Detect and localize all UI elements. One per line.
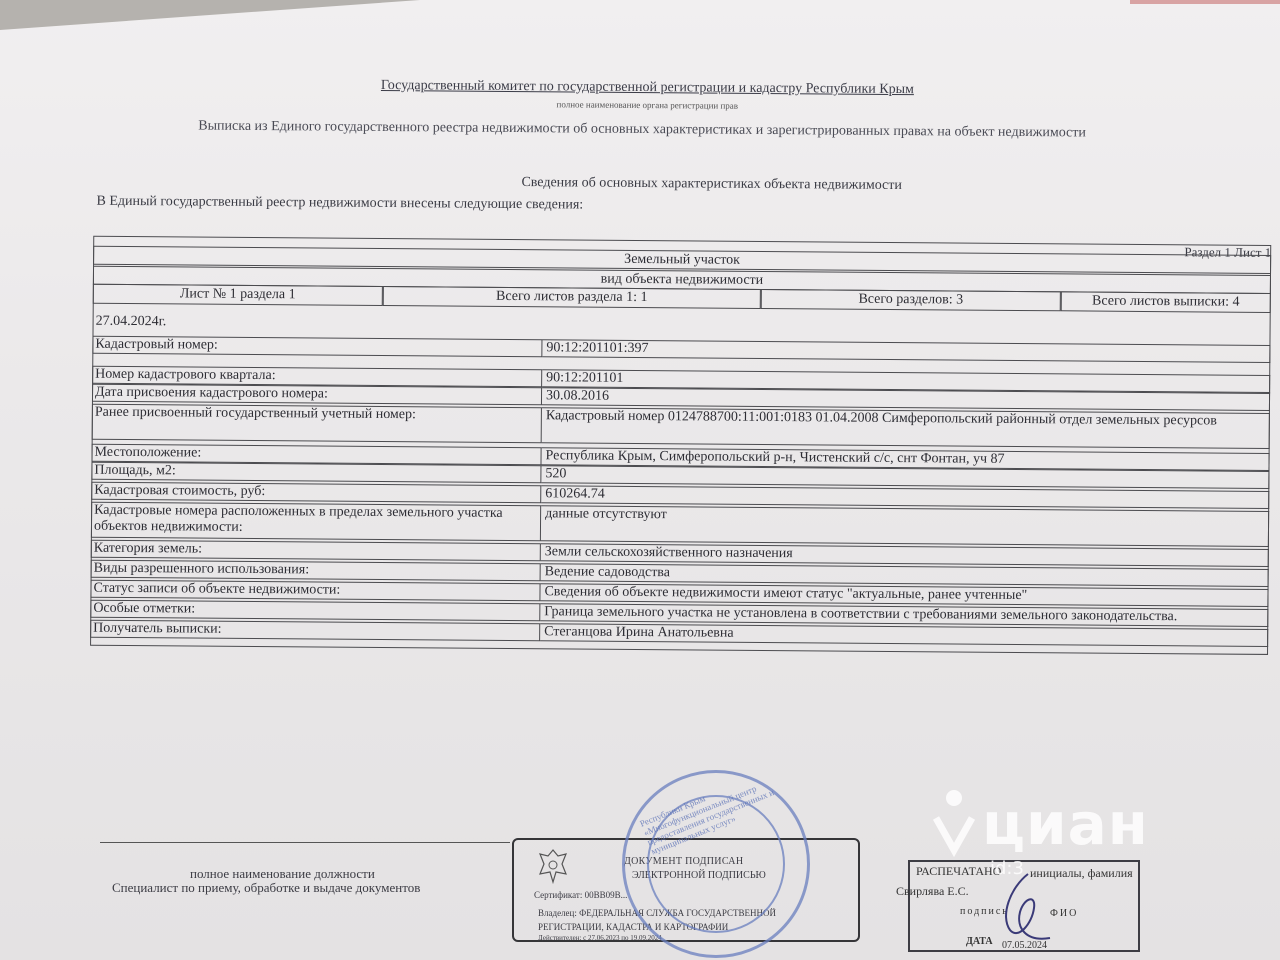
row-label: Кадастровая стоимость, руб: (91, 482, 541, 504)
total-sheets-extract: Всего листов выписки: 4 (1061, 291, 1271, 313)
watermark-word: циан (982, 790, 1149, 858)
fio-label: ФИО (1050, 908, 1079, 919)
total-sections: Всего разделов: 3 (761, 289, 1061, 311)
row-label: Особые отметки: (90, 600, 540, 622)
row-label: Местоположение: (91, 444, 541, 466)
row-label: Получатель выписки: (90, 620, 540, 642)
eagle-emblem-icon (536, 846, 570, 886)
row-value: Сведения об объекте недвижимости имеют статус "актуальные, ранее учтенные" (540, 583, 1268, 607)
row-value: 610264.74 (541, 485, 1269, 509)
section-title: Сведения об основных характеристиках объекта недвижимости (521, 175, 902, 194)
document-title: Выписка из Единого государственного реестра недвижимости об основных характеристиках и зарегистрированных правах на объект недвижимости (198, 118, 1086, 141)
object-type-caption: вид объекта недвижимости (93, 266, 1271, 294)
row-value: Республика Крым, Симферопольский р-н, Чистенский с/с, снт Фонтан, уч 87 (541, 447, 1269, 471)
officer-name: Свирлява Е.С. (896, 884, 969, 898)
certificate-line: Сертификат: 00BB09B... (534, 890, 628, 900)
row-label: Кадастровый номер: (92, 336, 542, 358)
specialist-title: Специалист по приему, обработке и выдаче документов (112, 880, 421, 895)
row-value: 90:12:201101 (542, 369, 1270, 393)
initials-label: инициалы, фамилия (1030, 866, 1133, 880)
row-value: 520 (541, 465, 1269, 489)
registration-organ-caption: полное наименование органа регистрации прав (556, 99, 739, 111)
intro-text: В Единый государственный реестр недвижимости внесены следующие сведения: (96, 193, 584, 213)
owner-line-2: РЕГИСТРАЦИИ, КАДАСТРА И КАРТОГРАФИИ (538, 922, 729, 932)
sign-label: подпись (960, 906, 1009, 917)
position-caption: полное наименование должности (190, 866, 375, 881)
printed-label: РАСПЕЧАТАНО (916, 864, 1002, 878)
row-value: Кадастровый номер 0124788700:11:001:0183 01.04.2008 Симферопольский районный отдел земельных ресурсов (542, 407, 1270, 449)
row-value: данные отсутствуют (541, 505, 1269, 547)
object-type: Земельный участок (93, 246, 1271, 274)
row-label: Виды разрешенного использования: (91, 560, 541, 582)
row-label: Категория земель: (91, 540, 541, 562)
date-value: 07.05.2024 (1002, 940, 1047, 951)
row-value: 30.08.2016 (542, 387, 1270, 411)
valid-line: Действителен: с 27.06.2023 по 19.09.2024 (538, 934, 662, 942)
signed-label-2: ЭЛЕКТРОННОЙ ПОДПИСЬЮ (632, 870, 766, 881)
sheet-number: Лист № 1 раздела 1 (93, 284, 383, 306)
total-sheets-section: Всего листов раздела 1: 1 (383, 286, 761, 309)
row-value: 90:12:201101:397 (542, 339, 1270, 363)
row-label: Номер кадастрового квартала: (92, 366, 542, 388)
row-value: Стеганцова Ирина Анатольевна (540, 623, 1268, 647)
row-value: Земли сельскохозяйственного назначения (541, 543, 1269, 567)
registration-organ-name: Государственный комитет по государственной регистрации и кадастру Республики Крым (380, 77, 914, 98)
owner-line-1: Владелец: ФЕДЕРАЛЬНАЯ СЛУЖБА ГОСУДАРСТВЕННОЙ (538, 908, 777, 918)
row-value: Ведение садоводства (541, 563, 1269, 587)
row-label: Площадь, м2: (91, 462, 541, 484)
extract-date: 27.04.2024г. (95, 313, 167, 330)
row-label: Кадастровые номера расположенных в пределах земельного участка объектов недвижимости: (91, 502, 541, 542)
date-label: ДАТА (966, 936, 993, 947)
cian-watermark (930, 770, 1170, 890)
signed-label: ДОКУМЕНТ ПОДПИСАН (624, 856, 744, 867)
row-value: Граница земельного участка не установлена в соответствии с требованиями земельного законодательства. (540, 603, 1268, 627)
seal-text: Республики Крым «Многофункциональный центр предоставления государственных и муниципальных услуг» (638, 783, 776, 857)
row-label: Статус записи об объекте недвижимости: (90, 580, 540, 602)
row-label: Дата присвоения кадастрового номера: (92, 384, 542, 406)
watermark-id: id:3 (990, 858, 1024, 879)
location-pin-icon (930, 788, 978, 858)
row-label: Ранее присвоенный государственный учетный номер: (92, 404, 542, 444)
razdel-label: Раздел 1 Лист 1 (1184, 244, 1272, 260)
